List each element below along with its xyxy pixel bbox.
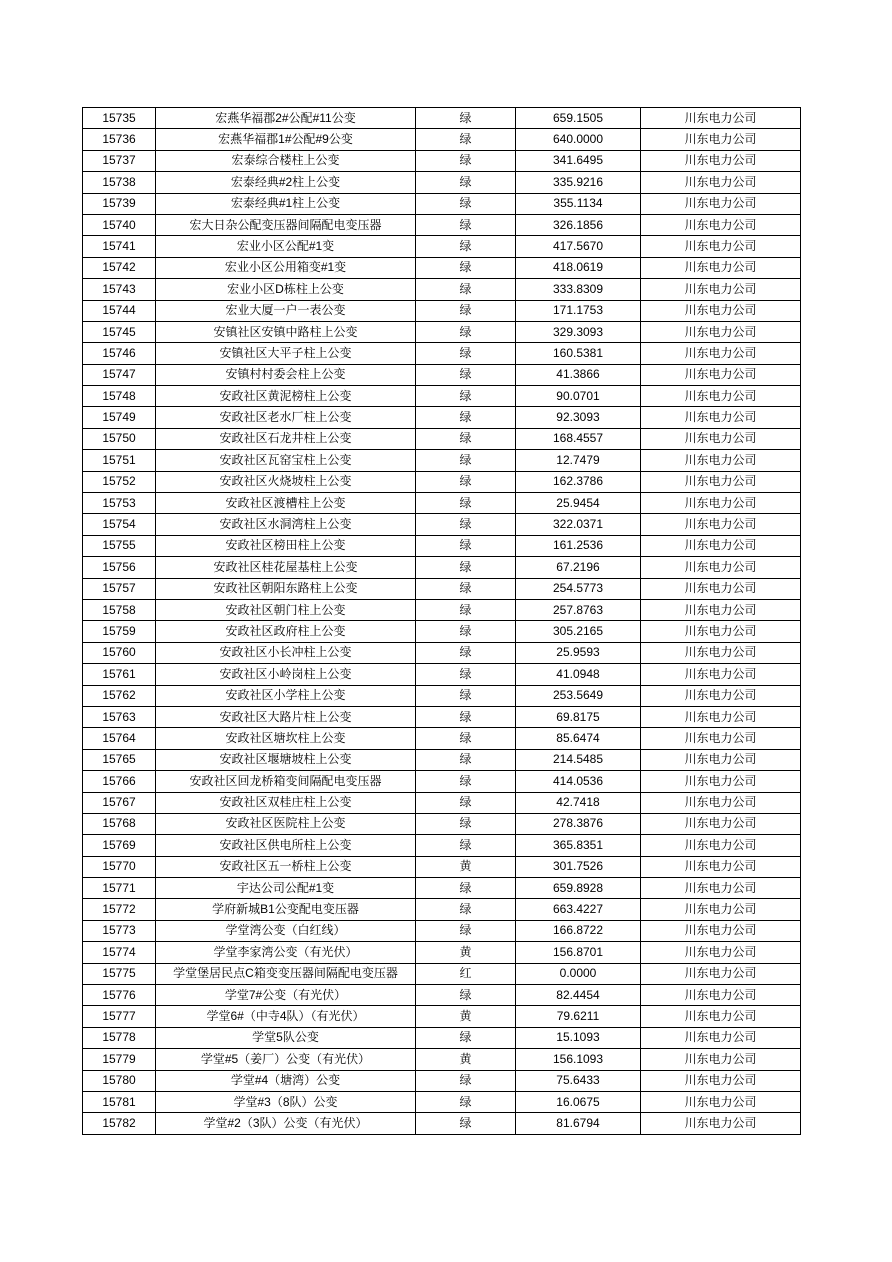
- cell-status: 绿: [416, 621, 516, 642]
- cell-transformer-name: 宏业大厦一户一表公变: [156, 300, 416, 321]
- cell-status: 黄: [416, 942, 516, 963]
- cell-transformer-name: 宏燕华福郡1#公配#9公变: [156, 129, 416, 150]
- cell-status: 绿: [416, 835, 516, 856]
- cell-status: 绿: [416, 471, 516, 492]
- cell-transformer-name: 学堂#4（塘湾）公变: [156, 1070, 416, 1091]
- cell-transformer-name: 宏业小区D栋柱上公变: [156, 279, 416, 300]
- transformer-table: [82, 107, 801, 1135]
- cell-row-id: 15747: [83, 364, 156, 385]
- table-body: [83, 108, 801, 1135]
- table-row: [83, 129, 801, 150]
- cell-company: 川东电力公司: [641, 942, 801, 963]
- cell-row-id: 15738: [83, 172, 156, 193]
- cell-transformer-name: 宏大日杂公配变压器间隔配电变压器: [156, 214, 416, 235]
- cell-value: 25.9593: [516, 642, 641, 663]
- cell-row-id: 15775: [83, 963, 156, 984]
- cell-status: 绿: [416, 899, 516, 920]
- table-row: [83, 108, 801, 129]
- cell-company: 川东电力公司: [641, 706, 801, 727]
- cell-status: 绿: [416, 599, 516, 620]
- cell-transformer-name: 学堂堡居民点C箱变变压器间隔配电变压器: [156, 963, 416, 984]
- cell-row-id: 15745: [83, 321, 156, 342]
- cell-row-id: 15764: [83, 728, 156, 749]
- table-row: [83, 471, 801, 492]
- cell-value: 67.2196: [516, 557, 641, 578]
- cell-row-id: 15748: [83, 386, 156, 407]
- cell-company: 川东电力公司: [641, 771, 801, 792]
- cell-value: 69.8175: [516, 706, 641, 727]
- cell-status: 绿: [416, 535, 516, 556]
- cell-row-id: 15771: [83, 878, 156, 899]
- cell-status: 绿: [416, 279, 516, 300]
- cell-value: 305.2165: [516, 621, 641, 642]
- table-row: [83, 172, 801, 193]
- cell-company: 川东电力公司: [641, 749, 801, 770]
- table-row: [83, 771, 801, 792]
- cell-value: 90.0701: [516, 386, 641, 407]
- cell-status: 绿: [416, 664, 516, 685]
- cell-transformer-name: 安政社区老水厂柱上公变: [156, 407, 416, 428]
- cell-company: 川东电力公司: [641, 835, 801, 856]
- cell-company: 川东电力公司: [641, 279, 801, 300]
- table-row: [83, 664, 801, 685]
- cell-company: 川东电力公司: [641, 557, 801, 578]
- cell-status: 绿: [416, 343, 516, 364]
- table-row: [83, 300, 801, 321]
- table-row: [83, 557, 801, 578]
- cell-status: 绿: [416, 1113, 516, 1134]
- table-row: [83, 1027, 801, 1048]
- cell-transformer-name: 宏泰经典#2柱上公变: [156, 172, 416, 193]
- cell-status: 绿: [416, 1070, 516, 1091]
- cell-value: 663.4227: [516, 899, 641, 920]
- cell-status: 绿: [416, 214, 516, 235]
- cell-company: 川东电力公司: [641, 535, 801, 556]
- cell-value: 333.8309: [516, 279, 641, 300]
- cell-transformer-name: 安政社区回龙桥箱变间隔配电变压器: [156, 771, 416, 792]
- cell-company: 川东电力公司: [641, 450, 801, 471]
- cell-transformer-name: 安政社区双桂庄柱上公变: [156, 792, 416, 813]
- cell-status: 绿: [416, 364, 516, 385]
- cell-status: 绿: [416, 685, 516, 706]
- cell-company: 川东电力公司: [641, 1070, 801, 1091]
- cell-status: 绿: [416, 878, 516, 899]
- cell-value: 254.5773: [516, 578, 641, 599]
- cell-value: 92.3093: [516, 407, 641, 428]
- table-row: [83, 706, 801, 727]
- table-row: [83, 535, 801, 556]
- table-row: [83, 1049, 801, 1070]
- cell-value: 659.8928: [516, 878, 641, 899]
- table-row: [83, 236, 801, 257]
- cell-company: 川东电力公司: [641, 386, 801, 407]
- cell-value: 75.6433: [516, 1070, 641, 1091]
- cell-value: 160.5381: [516, 343, 641, 364]
- cell-value: 355.1134: [516, 193, 641, 214]
- cell-transformer-name: 安政社区供电所柱上公变: [156, 835, 416, 856]
- cell-transformer-name: 学堂5队公变: [156, 1027, 416, 1048]
- table-row: [83, 1091, 801, 1112]
- cell-status: 绿: [416, 985, 516, 1006]
- cell-row-id: 15773: [83, 920, 156, 941]
- cell-transformer-name: 学堂#3（8队）公变: [156, 1091, 416, 1112]
- table-row: [83, 685, 801, 706]
- cell-status: 绿: [416, 771, 516, 792]
- cell-value: 162.3786: [516, 471, 641, 492]
- cell-row-id: 15782: [83, 1113, 156, 1134]
- cell-status: 绿: [416, 450, 516, 471]
- cell-company: 川东电力公司: [641, 899, 801, 920]
- cell-status: 绿: [416, 257, 516, 278]
- cell-row-id: 15743: [83, 279, 156, 300]
- table-row: [83, 792, 801, 813]
- cell-status: 绿: [416, 428, 516, 449]
- cell-row-id: 15762: [83, 685, 156, 706]
- cell-status: 绿: [416, 920, 516, 941]
- cell-transformer-name: 宏业小区公用箱变#1变: [156, 257, 416, 278]
- cell-transformer-name: 安政社区大路片柱上公变: [156, 706, 416, 727]
- cell-transformer-name: 安镇社区大平子柱上公变: [156, 343, 416, 364]
- cell-row-id: 15770: [83, 856, 156, 877]
- cell-company: 川东电力公司: [641, 642, 801, 663]
- cell-transformer-name: 学堂#2（3队）公变（有光伏）: [156, 1113, 416, 1134]
- cell-company: 川东电力公司: [641, 214, 801, 235]
- cell-row-id: 15763: [83, 706, 156, 727]
- cell-transformer-name: 安政社区朝门柱上公变: [156, 599, 416, 620]
- table-row: [83, 1070, 801, 1091]
- cell-company: 川东电力公司: [641, 578, 801, 599]
- cell-transformer-name: 安政社区渡槽柱上公变: [156, 493, 416, 514]
- cell-transformer-name: 学堂湾公变（白红线）: [156, 920, 416, 941]
- cell-status: 绿: [416, 642, 516, 663]
- cell-transformer-name: 安政社区塘坎柱上公变: [156, 728, 416, 749]
- cell-row-id: 15752: [83, 471, 156, 492]
- cell-row-id: 15739: [83, 193, 156, 214]
- cell-row-id: 15779: [83, 1049, 156, 1070]
- cell-transformer-name: 学府新城B1公变配电变压器: [156, 899, 416, 920]
- cell-row-id: 15772: [83, 899, 156, 920]
- cell-company: 川东电力公司: [641, 963, 801, 984]
- cell-company: 川东电力公司: [641, 685, 801, 706]
- cell-row-id: 15759: [83, 621, 156, 642]
- cell-value: 640.0000: [516, 129, 641, 150]
- cell-status: 绿: [416, 792, 516, 813]
- cell-transformer-name: 宏泰综合楼柱上公变: [156, 150, 416, 171]
- cell-status: 绿: [416, 321, 516, 342]
- table-row: [83, 343, 801, 364]
- cell-row-id: 15757: [83, 578, 156, 599]
- cell-status: 绿: [416, 407, 516, 428]
- table-row: [83, 257, 801, 278]
- cell-row-id: 15735: [83, 108, 156, 129]
- cell-company: 川东电力公司: [641, 599, 801, 620]
- table-row: [83, 749, 801, 770]
- cell-status: 绿: [416, 236, 516, 257]
- cell-transformer-name: 安政社区小学柱上公变: [156, 685, 416, 706]
- cell-value: 161.2536: [516, 535, 641, 556]
- cell-row-id: 15737: [83, 150, 156, 171]
- cell-status: 黄: [416, 856, 516, 877]
- cell-company: 川东电力公司: [641, 856, 801, 877]
- cell-status: 绿: [416, 150, 516, 171]
- cell-status: 绿: [416, 300, 516, 321]
- cell-company: 川东电力公司: [641, 364, 801, 385]
- cell-value: 418.0619: [516, 257, 641, 278]
- cell-row-id: 15746: [83, 343, 156, 364]
- cell-status: 绿: [416, 578, 516, 599]
- cell-status: 绿: [416, 557, 516, 578]
- cell-row-id: 15777: [83, 1006, 156, 1027]
- cell-transformer-name: 学堂7#公变（有光伏）: [156, 985, 416, 1006]
- cell-value: 0.0000: [516, 963, 641, 984]
- cell-transformer-name: 宏泰经典#1柱上公变: [156, 193, 416, 214]
- cell-status: 绿: [416, 813, 516, 834]
- cell-company: 川东电力公司: [641, 257, 801, 278]
- cell-value: 414.0536: [516, 771, 641, 792]
- cell-company: 川东电力公司: [641, 920, 801, 941]
- table-row: [83, 985, 801, 1006]
- cell-row-id: 15750: [83, 428, 156, 449]
- cell-company: 川东电力公司: [641, 150, 801, 171]
- cell-value: 365.8351: [516, 835, 641, 856]
- cell-row-id: 15756: [83, 557, 156, 578]
- cell-value: 322.0371: [516, 514, 641, 535]
- cell-value: 85.6474: [516, 728, 641, 749]
- cell-company: 川东电力公司: [641, 878, 801, 899]
- cell-value: 82.4454: [516, 985, 641, 1006]
- table-row: [83, 493, 801, 514]
- cell-row-id: 15778: [83, 1027, 156, 1048]
- table-row: [83, 407, 801, 428]
- table-row: [83, 920, 801, 941]
- cell-row-id: 15741: [83, 236, 156, 257]
- cell-company: 川东电力公司: [641, 985, 801, 1006]
- cell-row-id: 15749: [83, 407, 156, 428]
- cell-transformer-name: 安政社区小长冲柱上公变: [156, 642, 416, 663]
- cell-value: 16.0675: [516, 1091, 641, 1112]
- cell-value: 253.5649: [516, 685, 641, 706]
- cell-company: 川东电力公司: [641, 321, 801, 342]
- cell-status: 绿: [416, 706, 516, 727]
- table-row: [83, 514, 801, 535]
- cell-transformer-name: 安政社区石龙井柱上公变: [156, 428, 416, 449]
- cell-value: 278.3876: [516, 813, 641, 834]
- cell-value: 166.8722: [516, 920, 641, 941]
- cell-status: 黄: [416, 1049, 516, 1070]
- table-row: [83, 899, 801, 920]
- cell-company: 川东电力公司: [641, 108, 801, 129]
- cell-row-id: 15769: [83, 835, 156, 856]
- cell-company: 川东电力公司: [641, 193, 801, 214]
- table-row: [83, 578, 801, 599]
- cell-status: 绿: [416, 193, 516, 214]
- table-row: [83, 386, 801, 407]
- cell-transformer-name: 学堂李家湾公变（有光伏）: [156, 942, 416, 963]
- cell-row-id: 15776: [83, 985, 156, 1006]
- cell-value: 329.3093: [516, 321, 641, 342]
- cell-transformer-name: 宏业小区公配#1变: [156, 236, 416, 257]
- table-row: [83, 214, 801, 235]
- cell-transformer-name: 安政社区水洞湾柱上公变: [156, 514, 416, 535]
- cell-row-id: 15753: [83, 493, 156, 514]
- cell-company: 川东电力公司: [641, 664, 801, 685]
- cell-status: 绿: [416, 514, 516, 535]
- cell-transformer-name: 安政社区医院柱上公变: [156, 813, 416, 834]
- cell-status: 绿: [416, 172, 516, 193]
- cell-company: 川东电力公司: [641, 172, 801, 193]
- cell-row-id: 15766: [83, 771, 156, 792]
- cell-value: 79.6211: [516, 1006, 641, 1027]
- cell-transformer-name: 宇达公司公配#1变: [156, 878, 416, 899]
- cell-transformer-name: 安镇村村委会柱上公变: [156, 364, 416, 385]
- cell-status: 红: [416, 963, 516, 984]
- cell-row-id: 15758: [83, 599, 156, 620]
- cell-company: 川东电力公司: [641, 129, 801, 150]
- cell-company: 川东电力公司: [641, 1049, 801, 1070]
- cell-value: 25.9454: [516, 493, 641, 514]
- cell-transformer-name: 安政社区桂花屋基柱上公变: [156, 557, 416, 578]
- cell-transformer-name: 学堂6#（中寺4队）（有光伏）: [156, 1006, 416, 1027]
- cell-status: 绿: [416, 749, 516, 770]
- cell-company: 川东电力公司: [641, 792, 801, 813]
- cell-status: 黄: [416, 1006, 516, 1027]
- cell-status: 绿: [416, 1091, 516, 1112]
- cell-row-id: 15760: [83, 642, 156, 663]
- table-row: [83, 642, 801, 663]
- cell-transformer-name: 安政社区瓦窑宝柱上公变: [156, 450, 416, 471]
- cell-value: 257.8763: [516, 599, 641, 620]
- table-row: [83, 450, 801, 471]
- cell-value: 171.1753: [516, 300, 641, 321]
- cell-company: 川东电力公司: [641, 813, 801, 834]
- cell-row-id: 15742: [83, 257, 156, 278]
- table-row: [83, 963, 801, 984]
- cell-company: 川东电力公司: [641, 471, 801, 492]
- cell-company: 川东电力公司: [641, 407, 801, 428]
- cell-row-id: 15781: [83, 1091, 156, 1112]
- table-row: [83, 279, 801, 300]
- cell-status: 绿: [416, 493, 516, 514]
- cell-transformer-name: 安政社区朝阳东路柱上公变: [156, 578, 416, 599]
- cell-row-id: 15774: [83, 942, 156, 963]
- cell-company: 川东电力公司: [641, 728, 801, 749]
- cell-row-id: 15767: [83, 792, 156, 813]
- cell-company: 川东电力公司: [641, 514, 801, 535]
- cell-company: 川东电力公司: [641, 1113, 801, 1134]
- cell-company: 川东电力公司: [641, 493, 801, 514]
- cell-value: 168.4557: [516, 428, 641, 449]
- cell-row-id: 15780: [83, 1070, 156, 1091]
- cell-value: 156.8701: [516, 942, 641, 963]
- cell-row-id: 15751: [83, 450, 156, 471]
- cell-status: 绿: [416, 1027, 516, 1048]
- table-row: [83, 599, 801, 620]
- cell-value: 417.5670: [516, 236, 641, 257]
- cell-company: 川东电力公司: [641, 300, 801, 321]
- cell-value: 15.1093: [516, 1027, 641, 1048]
- cell-transformer-name: 安政社区堰塘坡柱上公变: [156, 749, 416, 770]
- cell-row-id: 15754: [83, 514, 156, 535]
- table-row: [83, 835, 801, 856]
- cell-company: 川东电力公司: [641, 1091, 801, 1112]
- cell-transformer-name: 安政社区黄泥榜柱上公变: [156, 386, 416, 407]
- cell-value: 301.7526: [516, 856, 641, 877]
- table-row: [83, 813, 801, 834]
- cell-transformer-name: 安政社区小岭岗柱上公变: [156, 664, 416, 685]
- cell-value: 341.6495: [516, 150, 641, 171]
- cell-company: 川东电力公司: [641, 1006, 801, 1027]
- cell-value: 41.0948: [516, 664, 641, 685]
- table-row: [83, 1006, 801, 1027]
- table-row: [83, 428, 801, 449]
- cell-value: 659.1505: [516, 108, 641, 129]
- cell-row-id: 15744: [83, 300, 156, 321]
- cell-value: 214.5485: [516, 749, 641, 770]
- cell-row-id: 15740: [83, 214, 156, 235]
- cell-company: 川东电力公司: [641, 428, 801, 449]
- cell-transformer-name: 安政社区火烧坡柱上公变: [156, 471, 416, 492]
- cell-company: 川东电力公司: [641, 343, 801, 364]
- cell-company: 川东电力公司: [641, 621, 801, 642]
- cell-transformer-name: 学堂#5（姜厂）公变（有光伏）: [156, 1049, 416, 1070]
- table-row: [83, 193, 801, 214]
- table-row: [83, 728, 801, 749]
- table-row: [83, 364, 801, 385]
- cell-status: 绿: [416, 108, 516, 129]
- cell-row-id: 15761: [83, 664, 156, 685]
- table-row: [83, 856, 801, 877]
- cell-company: 川东电力公司: [641, 236, 801, 257]
- cell-company: 川东电力公司: [641, 1027, 801, 1048]
- cell-value: 81.6794: [516, 1113, 641, 1134]
- cell-value: 326.1856: [516, 214, 641, 235]
- table-row: [83, 321, 801, 342]
- cell-status: 绿: [416, 728, 516, 749]
- cell-transformer-name: 安镇社区安镇中路柱上公变: [156, 321, 416, 342]
- cell-value: 156.1093: [516, 1049, 641, 1070]
- cell-transformer-name: 宏燕华福郡2#公配#11公变: [156, 108, 416, 129]
- table-row: [83, 878, 801, 899]
- cell-row-id: 15755: [83, 535, 156, 556]
- table-row: [83, 621, 801, 642]
- cell-status: 绿: [416, 386, 516, 407]
- cell-transformer-name: 安政社区榜田柱上公变: [156, 535, 416, 556]
- cell-value: 42.7418: [516, 792, 641, 813]
- table-row: [83, 150, 801, 171]
- cell-status: 绿: [416, 129, 516, 150]
- cell-transformer-name: 安政社区政府柱上公变: [156, 621, 416, 642]
- cell-row-id: 15736: [83, 129, 156, 150]
- cell-row-id: 15768: [83, 813, 156, 834]
- cell-value: 12.7479: [516, 450, 641, 471]
- cell-value: 41.3866: [516, 364, 641, 385]
- table-row: [83, 1113, 801, 1134]
- table-row: [83, 942, 801, 963]
- cell-row-id: 15765: [83, 749, 156, 770]
- cell-transformer-name: 安政社区五一桥柱上公变: [156, 856, 416, 877]
- cell-value: 335.9216: [516, 172, 641, 193]
